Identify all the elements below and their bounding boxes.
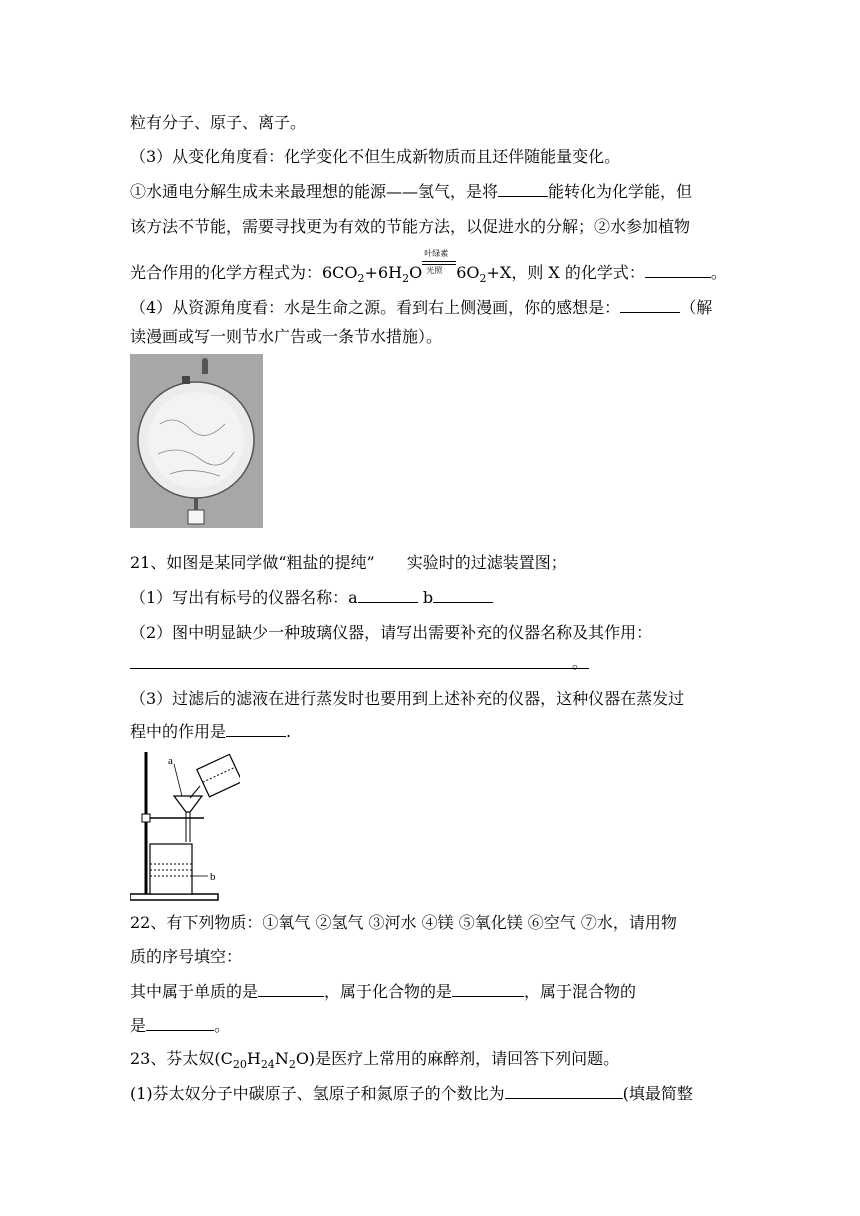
text-span: H [246,1049,261,1068]
text-span: b [417,588,434,607]
answer-blank-elements[interactable] [258,980,324,997]
answer-blank[interactable] [620,296,680,313]
text-line [130,980,636,1003]
text-span: ，属于化合物的是 [324,982,453,1001]
text-span: 能转化为化学能，但 [548,182,693,201]
answer-blank[interactable] [505,1082,623,1099]
subscript: 2 [288,1058,296,1072]
text-span: ①水通电分解生成未来最理想的能源——氢气，是将 [130,182,499,201]
reaction-condition [422,249,456,278]
condition-catalyst: 叶绿素 [424,249,449,258]
equals-line [422,264,456,265]
text-span: 23、芬太奴(C [130,1049,233,1068]
text-span: 光合作用的化学方程式为：6CO [130,263,358,282]
text-span: 程中的作用是 [130,722,227,741]
text-line [130,720,291,743]
text-span: 是 [130,1016,147,1035]
text-span: +6H [364,263,403,282]
text-span: (1)芬太奴分子中碳原子、氢原子和氮原子的个数比为 [130,1084,505,1103]
subscript: 2 [479,272,487,286]
text-line: 粒有分子、原子、离子。 [130,113,307,132]
text-line [130,586,493,609]
text-span: +X，则 X 的化学式： [486,263,645,282]
answer-blank[interactable] [645,261,711,278]
filtration-apparatus-image [130,752,240,902]
text-span: O)是医疗上常用的麻醉剂，请回答下列问题。 [295,1049,620,1068]
subscript: 24 [260,1058,275,1072]
text-span: 。 [214,1016,231,1035]
text-span: . [286,722,292,741]
answer-blank-mixtures[interactable] [146,1014,214,1031]
text-line: 读漫画或写一则节水广告或一条节水措施）。 [130,327,443,346]
text-span: ，属于混合物的 [524,982,637,1001]
question-23 [130,1048,619,1070]
text-span: O [409,263,423,282]
text-line: （3）从变化角度看：化学变化不但生成新物质而且还伴随能量变化。 [130,147,621,166]
condition-light: 光照 [426,266,443,275]
text-line [130,1014,230,1037]
text-span: 6O [456,263,480,282]
text-line: （3）过滤后的滤液在进行蒸发时也要用到上述补充的仪器，这种仪器在蒸发过 [130,689,685,708]
water-cartoon-image [130,354,263,528]
subscript: 2 [402,272,410,286]
question-21: 21、如图是某同学做“粗盐的提纯” 实验时的过滤装置图； [130,553,567,572]
text-line: 该方法不节能，需要寻找更为有效的节能方法，以促进水的分解；②水参加植物 [130,217,691,236]
text-span: (填最简整 [622,1084,693,1103]
text-span: 。 [710,263,727,282]
text-line: 。 [572,653,589,672]
answer-blank-a[interactable] [358,586,418,603]
equals-line [422,261,456,262]
answer-line[interactable] [130,668,589,669]
text-line: 质的序号填空： [130,947,243,966]
answer-blank-b[interactable] [433,586,493,603]
answer-blank-compounds[interactable] [452,980,524,997]
text-line [130,180,692,203]
text-span: （解 [680,298,713,317]
text-line: （2）图中明显缺少一种玻璃仪器，请写出需要补充的仪器名称及其作用： [130,623,653,642]
answer-blank[interactable] [226,720,286,737]
text-span: 其中属于单质的是 [130,982,259,1001]
question-22: 22、有下列物质：①氧气 ②氢气 ③河水 ④镁 ⑤氧化镁 ⑥空气 ⑦水，请用物 [130,913,677,932]
answer-blank[interactable] [498,180,548,197]
subscript: 2 [357,272,365,286]
label-a: a [168,755,173,767]
text-line [130,296,712,319]
text-span: （1）写出有标号的仪器名称：a [130,588,358,607]
label-b: b [210,871,216,883]
text-span: （4）从资源角度看：水是生命之源。看到右上侧漫画，你的感想是： [130,298,621,317]
subscript: 20 [232,1058,247,1072]
text-span: N [274,1049,289,1068]
text-line [130,1082,693,1105]
chemical-equation-line [130,249,727,286]
